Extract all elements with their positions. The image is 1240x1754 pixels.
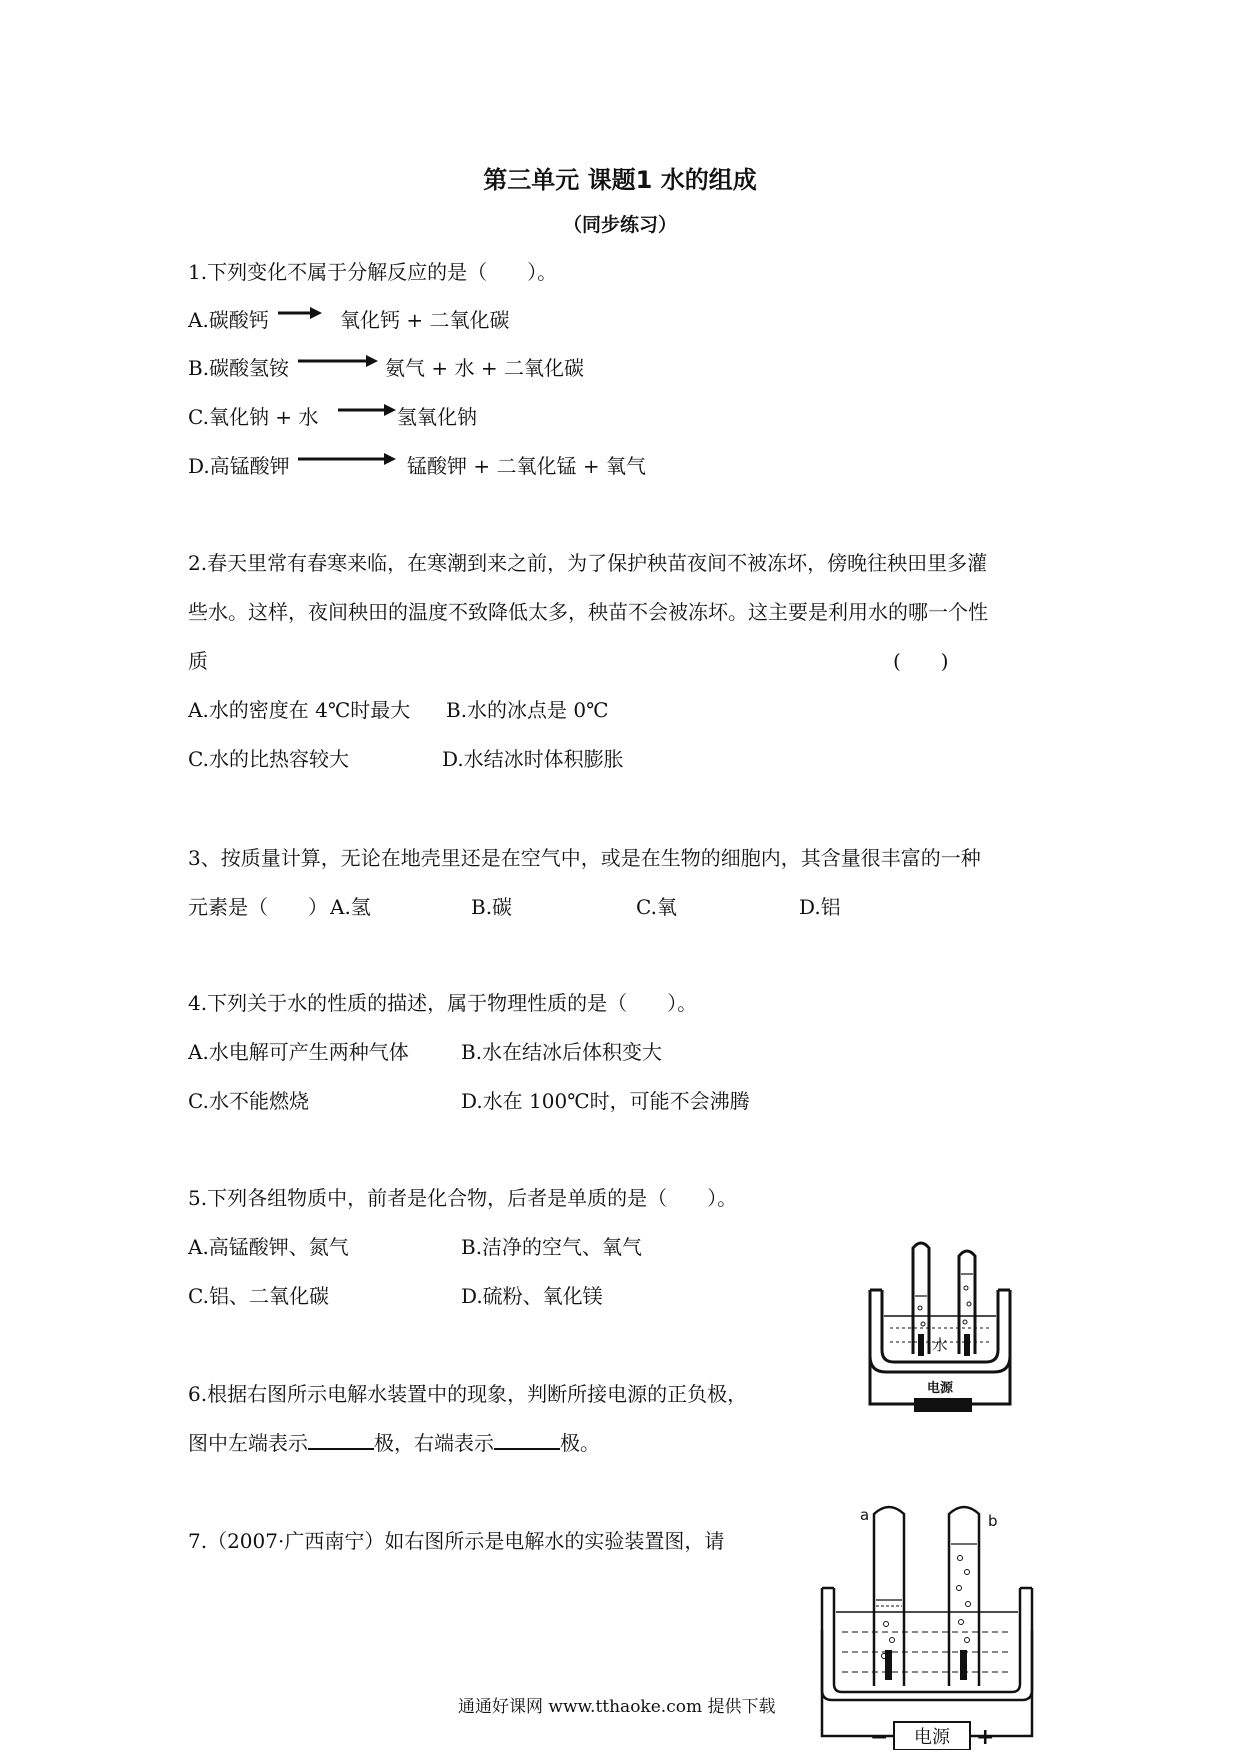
q2-option-b: B.水的冰点是 0℃ <box>446 698 609 722</box>
fig2-plus-sign: + <box>976 1725 995 1750</box>
fig2-label-a: a <box>860 1506 870 1524</box>
q5-option-c: C.铝、二氧化碳 <box>188 1284 329 1308</box>
q2-answer-paren: ( ) <box>893 649 949 673</box>
fig2-power-label: 电源 <box>914 1727 950 1748</box>
electrolysis-figure-1 <box>860 1238 1030 1418</box>
page-subtitle: （同步练习） <box>562 214 677 236</box>
q6-text-end: 极。 <box>560 1431 600 1455</box>
fig2-label-b: b <box>988 1512 998 1530</box>
electrolysis-figure-2 <box>812 1500 1052 1750</box>
q1-option-d-left: D.高锰酸钾 <box>188 454 290 478</box>
fig1-power-label: 电源 <box>926 1381 954 1396</box>
q4-option-a: A.水电解可产生两种气体 <box>188 1040 409 1064</box>
q5-option-a: A.高锰酸钾、氮气 <box>188 1235 349 1259</box>
q2-line3: 质 <box>188 649 208 673</box>
q6-line2 <box>188 1430 600 1456</box>
q3-prefix: 元素是（ ） <box>188 895 328 919</box>
q1-option-b-right: 氨气 + 水 + 二氧化碳 <box>385 356 584 380</box>
q3-line1: 3、按质量计算，无论在地壳里还是在空气中，或是在生物的细胞内，其含量很丰富的一种 <box>188 846 981 870</box>
q2-option-c: C.水的比热容较大 <box>188 747 349 771</box>
q2-option-d: D.水结冰时体积膨胀 <box>442 747 624 771</box>
q7-line1: 7.（2007·广西南宁）如右图所示是电解水的实验装置图，请 <box>188 1529 725 1553</box>
q1-option-a-right: 氧化钙 + 二氧化碳 <box>340 308 510 332</box>
q3-option-c: C.氧 <box>636 895 677 919</box>
q6-blank-right[interactable] <box>494 1430 560 1450</box>
q6-text-left: 图中左端表示 <box>188 1431 308 1455</box>
fig2-minus-sign: − <box>870 1725 889 1750</box>
q6-blank-left[interactable] <box>308 1430 374 1450</box>
page-title: 第三单元 课题1 水的组成 <box>483 166 757 194</box>
q5-option-b: B.洁净的空气、氧气 <box>461 1235 643 1259</box>
q4-stem: 4.下列关于水的性质的描述，属于物理性质的是（ ）。 <box>188 991 698 1015</box>
q6-text-right: 极，右端表示 <box>374 1431 494 1455</box>
q1-c-arrow-icon <box>338 403 396 417</box>
q2-line1: 2.春天里常有春寒来临，在寒潮到来之前，为了保护秧苗夜间不被冻坏，傍晚往秧田里多灌 <box>188 551 988 575</box>
q1-option-a-left: A.碳酸钙 <box>188 308 269 332</box>
q1-b-arrow-icon <box>298 354 378 368</box>
q2-option-a: A.水的密度在 4℃时最大 <box>188 698 411 722</box>
q1-option-c-right: 氢氧化钠 <box>397 405 477 429</box>
fig1-battery-icon <box>914 1398 972 1412</box>
page-footer: 通通好课网 www.tthaoke.com 提供下载 <box>458 1697 776 1717</box>
q5-stem: 5.下列各组物质中，前者是化合物，后者是单质的是（ ）。 <box>188 1186 738 1210</box>
q3-option-b: B.碳 <box>471 895 513 919</box>
q1-option-b-left: B.碳酸氢铵 <box>188 356 290 380</box>
q1-option-c-left: C.氧化钠 + 水 <box>188 405 319 429</box>
q1-option-d-right: 锰酸钾 + 二氧化锰 + 氧气 <box>407 454 646 478</box>
q1-d-arrow-icon <box>298 452 396 466</box>
q6-line1: 6.根据右图所示电解水装置中的现象，判断所接电源的正负极， <box>188 1382 748 1406</box>
q1-a-arrow-icon <box>278 306 322 320</box>
q3-option-a: A.氢 <box>330 895 371 919</box>
q3-option-d: D.铝 <box>799 895 841 919</box>
q5-option-d: D.硫粉、氧化镁 <box>461 1284 603 1308</box>
q1-stem: 1.下列变化不属于分解反应的是（ ）。 <box>188 260 558 284</box>
q4-option-d: D.水在 100℃时，可能不会沸腾 <box>461 1089 750 1113</box>
fig1-water-label: 水 <box>932 1336 948 1354</box>
q4-option-b: B.水在结冰后体积变大 <box>461 1040 663 1064</box>
q2-line2: 些水。这样，夜间秧田的温度不致降低太多，秧苗不会被冻坏。这主要是利用水的哪一个性 <box>188 600 988 624</box>
q4-option-c: C.水不能燃烧 <box>188 1089 309 1113</box>
